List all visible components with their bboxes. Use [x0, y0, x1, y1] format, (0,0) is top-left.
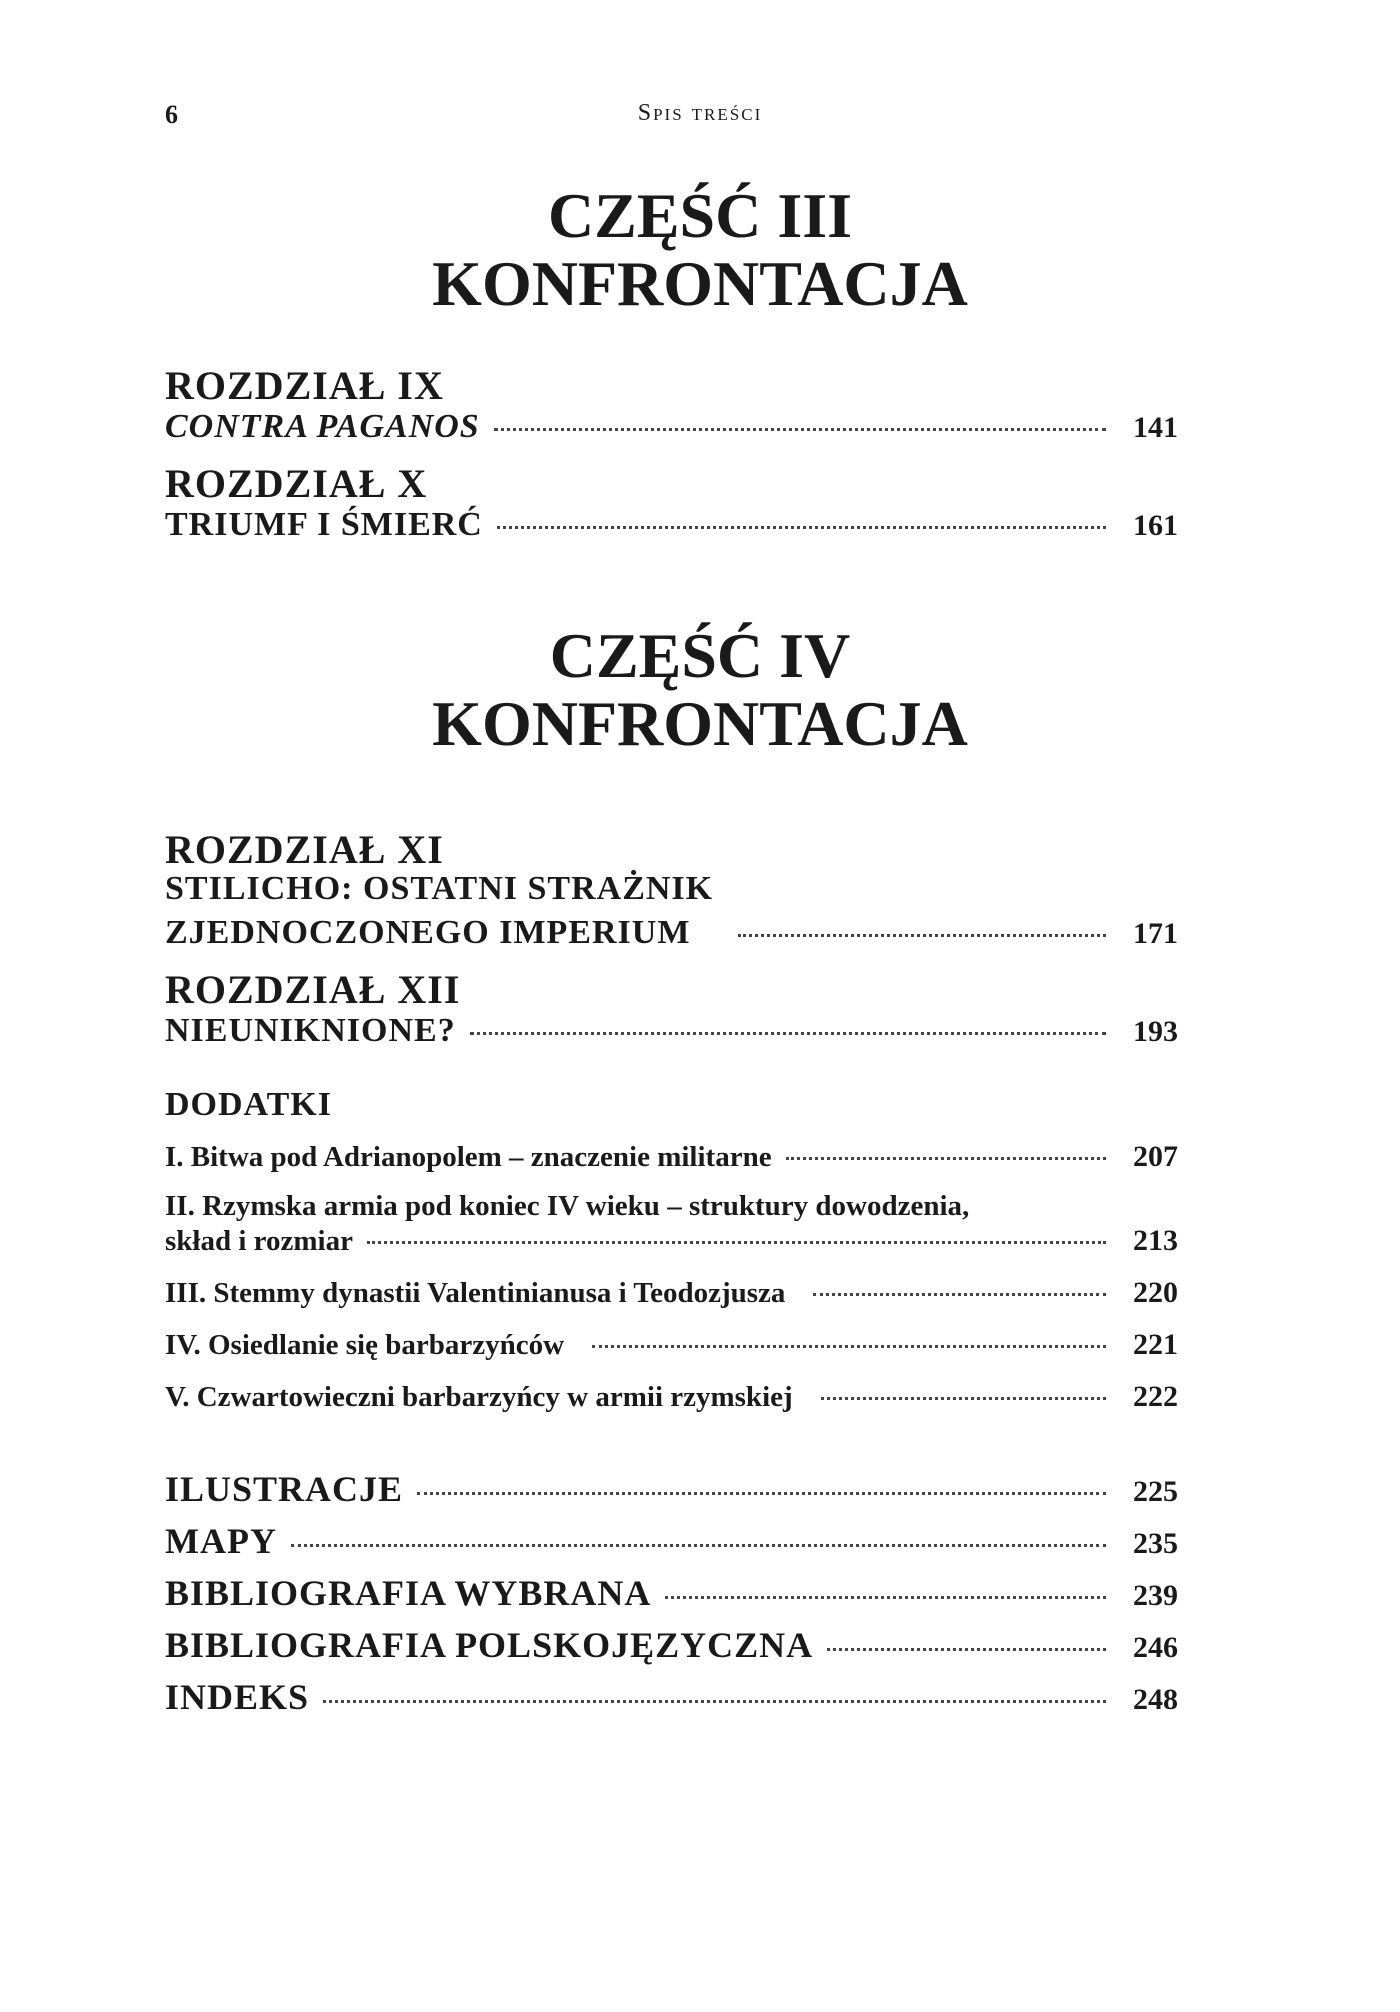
chapter-title-line: STILICHO: OSTATNI STRAŻNIK	[165, 870, 714, 907]
dot-leader	[417, 1491, 1106, 1495]
dot-leader	[813, 1292, 1106, 1296]
dot-leader	[738, 933, 1106, 937]
dot-leader	[592, 1344, 1106, 1348]
dot-leader	[786, 1156, 1106, 1160]
appendix-title-line: II. Rzymska armia pod koniec IV wieku – struktury dowodzenia,	[165, 1190, 970, 1222]
toc-entry[interactable]	[165, 1520, 1178, 1562]
chapter-title: TRIUMF I ŚMIERĆ	[165, 506, 483, 543]
dot-leader	[470, 1031, 1106, 1035]
back-matter-title: INDEKS	[165, 1677, 310, 1717]
appendices-heading: DODATKI	[165, 1086, 332, 1123]
toc-entry[interactable]	[165, 506, 1178, 544]
page-ref: 235	[1133, 1527, 1178, 1560]
chapter-label: ROZDZIAŁ X	[165, 461, 428, 506]
appendix-title: I. Bitwa pod Adrianopolem – znaczenie militarne	[165, 1141, 772, 1173]
page-ref: 221	[1133, 1328, 1178, 1361]
part-heading-3	[165, 182, 1235, 318]
page-ref: 220	[1133, 1276, 1178, 1309]
toc-entry[interactable]	[165, 1676, 1178, 1718]
dot-leader	[821, 1396, 1106, 1400]
chapter-title: CONTRA PAGANOS	[165, 408, 480, 445]
toc-entry[interactable]	[165, 1140, 1178, 1174]
toc-entry[interactable]	[165, 1276, 1178, 1310]
page-ref: 248	[1133, 1683, 1178, 1716]
dot-leader	[494, 427, 1106, 431]
part-number: CZĘŚĆ III	[547, 180, 853, 251]
running-head	[165, 100, 1235, 140]
back-matter-title: ILUSTRACJE	[165, 1469, 404, 1509]
dot-leader	[367, 1240, 1106, 1244]
toc-entry[interactable]	[165, 1624, 1178, 1666]
page-ref: 222	[1133, 1380, 1178, 1413]
page-ref: 225	[1133, 1475, 1178, 1508]
toc-entry[interactable]	[165, 1380, 1178, 1414]
toc-entry[interactable]	[165, 914, 1178, 952]
chapter-label: ROZDZIAŁ XII	[165, 967, 461, 1012]
page-ref: 161	[1133, 509, 1178, 542]
chapter-label: ROZDZIAŁ XI	[165, 827, 444, 872]
page-ref: 171	[1133, 917, 1178, 950]
appendix-title: skład i rozmiar	[165, 1225, 353, 1257]
page-ref: 246	[1133, 1631, 1178, 1664]
chapter-label: ROZDZIAŁ IX	[165, 363, 444, 408]
toc-entry[interactable]	[165, 408, 1178, 446]
page-ref: 239	[1133, 1579, 1178, 1612]
toc-entry[interactable]	[165, 1572, 1178, 1614]
dot-leader	[323, 1699, 1106, 1703]
toc-entry[interactable]	[165, 1012, 1178, 1050]
appendix-title: IV. Osiedlanie się barbarzyńców	[165, 1329, 565, 1361]
part-title: KONFRONTACJA	[432, 688, 968, 759]
chapter-title: ZJEDNOCZONEGO IMPERIUM	[165, 914, 691, 951]
toc-entry[interactable]	[165, 1224, 1178, 1258]
dot-leader	[665, 1595, 1106, 1599]
page-ref: 207	[1133, 1140, 1178, 1173]
back-matter-title: MAPY	[165, 1521, 277, 1561]
appendix-title: V. Czwartowieczni barbarzyńcy w armii rzymskiej	[165, 1381, 793, 1413]
page-ref: 193	[1133, 1015, 1178, 1048]
dot-leader	[497, 525, 1106, 529]
page-ref: 141	[1133, 411, 1178, 444]
part-heading-4	[165, 622, 1235, 758]
back-matter-title: BIBLIOGRAFIA WYBRANA	[165, 1573, 652, 1613]
toc-entry[interactable]	[165, 1328, 1178, 1362]
dot-leader	[827, 1647, 1106, 1651]
part-number: CZĘŚĆ IV	[549, 620, 851, 691]
part-title: KONFRONTACJA	[432, 248, 968, 319]
appendix-title: III. Stemmy dynastii Valentinianusa i Teodozjusza	[165, 1277, 786, 1309]
chapter-title: NIEUNIKNIONE?	[165, 1012, 456, 1049]
back-matter-title: BIBLIOGRAFIA POLSKOJĘZYCZNA	[165, 1625, 814, 1665]
page-number: 6	[165, 100, 178, 129]
dot-leader	[291, 1543, 1106, 1547]
toc-entry[interactable]	[165, 1468, 1178, 1510]
page-ref: 213	[1133, 1224, 1178, 1257]
running-title: Spis treści	[637, 100, 763, 126]
